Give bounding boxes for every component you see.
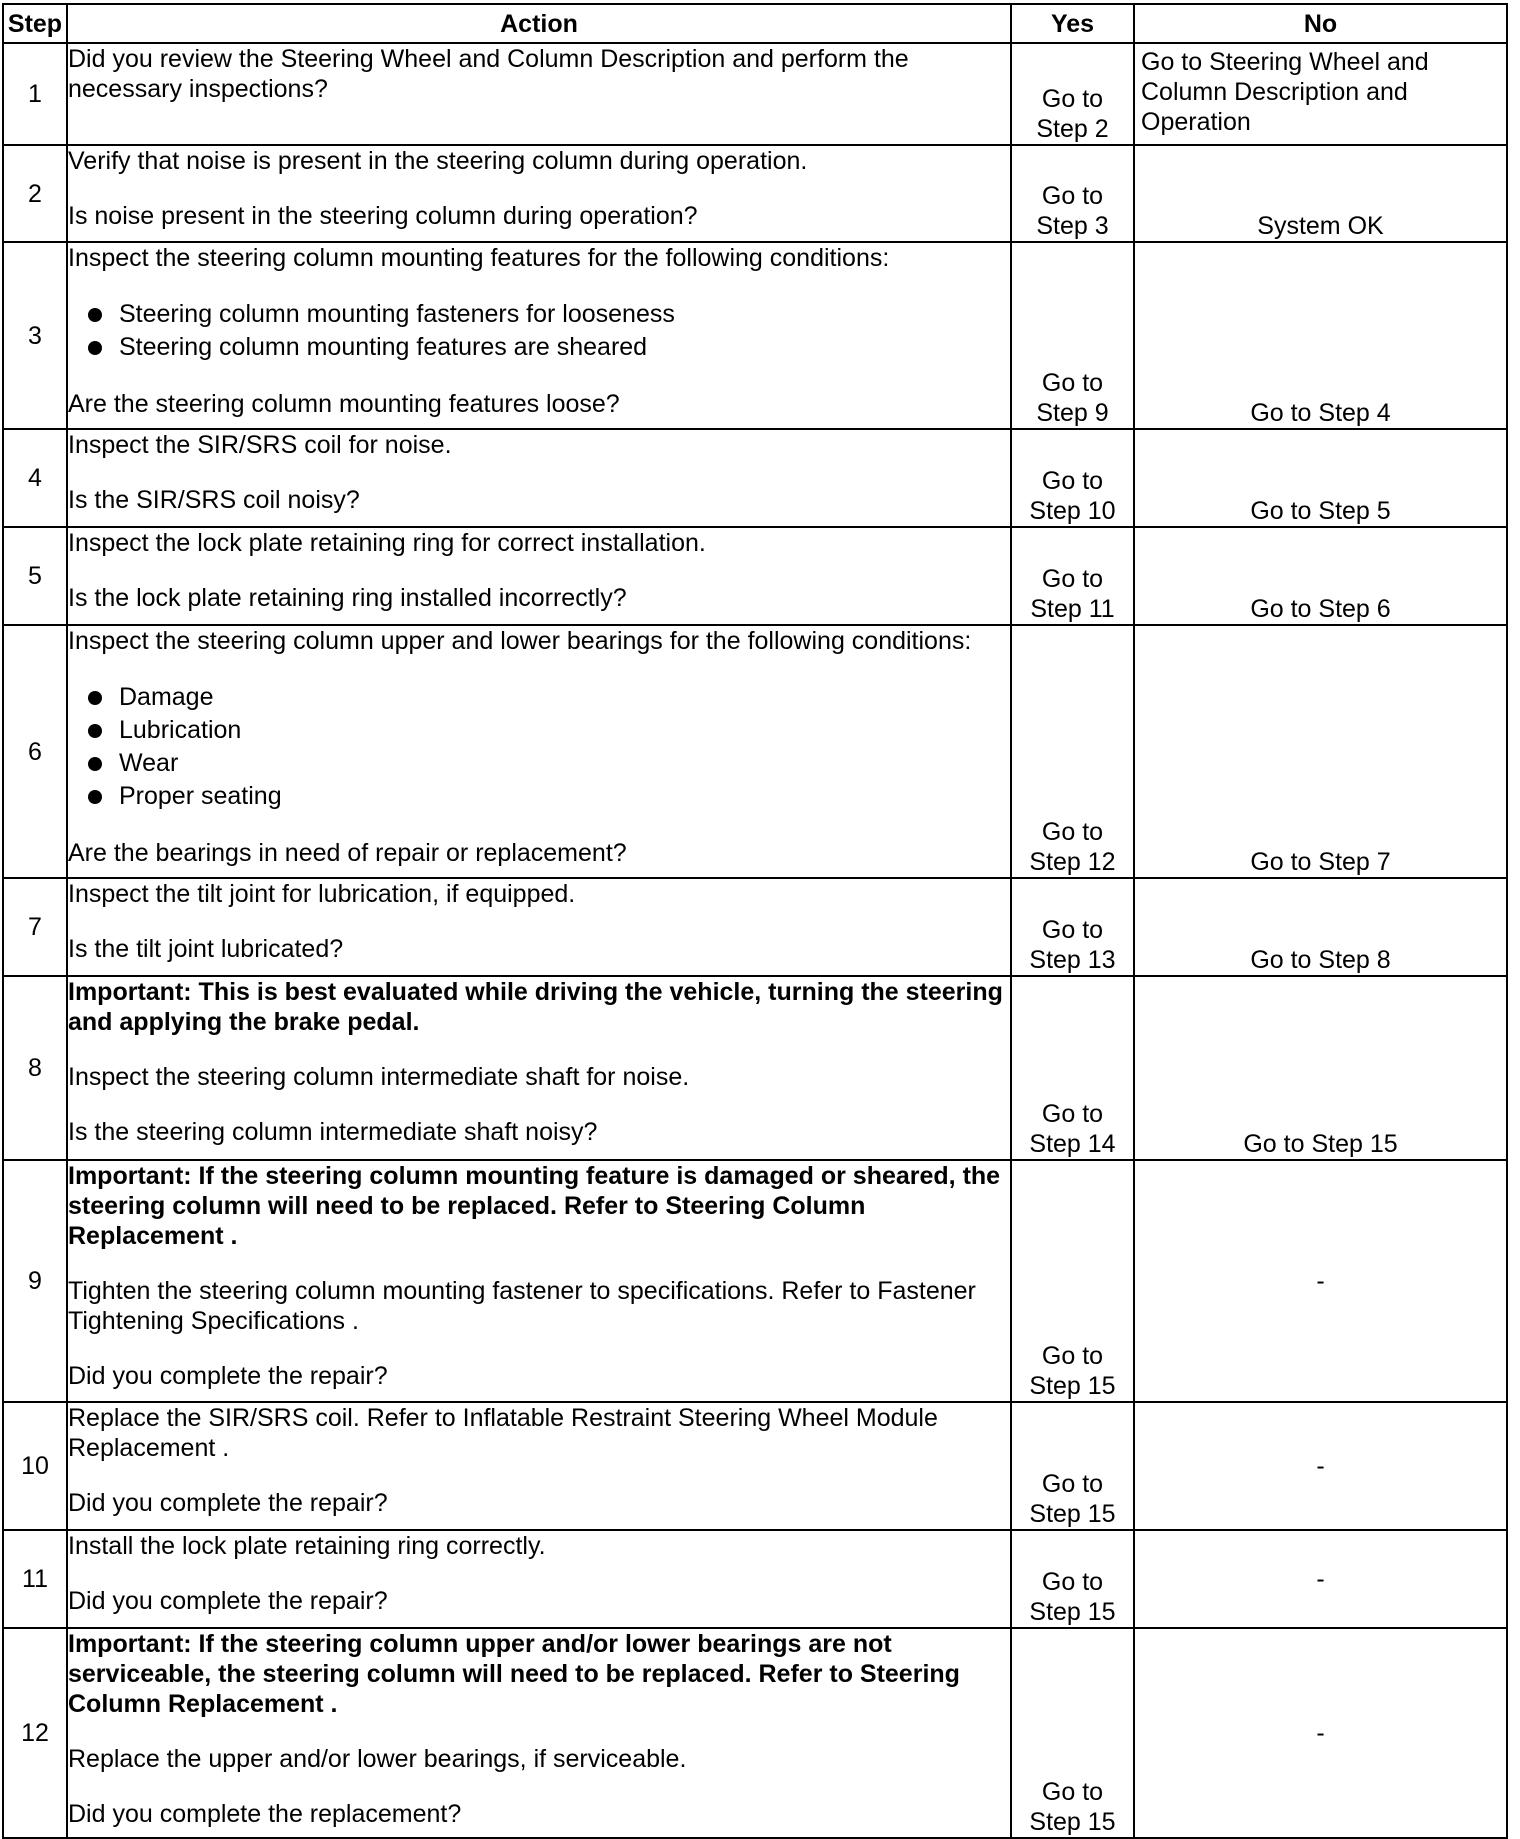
no-line: - (1316, 1565, 1325, 1593)
action-question: Is the SIR/SRS coil noisy? (68, 486, 360, 514)
no-cell (1134, 145, 1507, 242)
yes-line: Go to (1041, 1568, 1104, 1596)
step-number: 8 (3, 976, 67, 1160)
yes-line: Go to (1041, 467, 1104, 495)
bullet-icon (88, 341, 102, 355)
yes-line: Step 15 (1029, 1372, 1116, 1400)
no-line: - (1316, 1267, 1325, 1295)
list-item (68, 331, 1010, 364)
step-number: 9 (3, 1160, 67, 1402)
no-line: - (1316, 1452, 1325, 1480)
no-cell (1134, 242, 1507, 429)
action-text: Replace the upper and/or lower bearings, if serviceable. (68, 1745, 687, 1773)
action-cell (67, 1530, 1011, 1628)
table-row (3, 1530, 1507, 1628)
no-line: System OK (1257, 212, 1384, 240)
action-text: Replace the SIR/SRS coil. Refer to Inflatable Restraint Steering Wheel Module Replacement . (68, 1404, 938, 1462)
no-cell (1134, 1402, 1507, 1530)
table-row (3, 429, 1507, 527)
action-cell (67, 242, 1011, 429)
action-question: Did you complete the repair? (68, 1587, 388, 1615)
table-row (3, 145, 1507, 242)
list-item (68, 747, 1010, 780)
yes-line: Step 12 (1029, 848, 1116, 876)
condition-list (68, 298, 1010, 364)
bullet-icon (88, 724, 102, 738)
yes-line: Go to (1041, 1342, 1104, 1370)
yes-cell (1011, 1402, 1134, 1530)
table-row (3, 527, 1507, 625)
yes-line: Step 9 (1036, 399, 1109, 427)
table-row (3, 625, 1507, 878)
action-cell (67, 625, 1011, 878)
action-text: Verify that noise is present in the steering column during operation. (68, 147, 808, 175)
yes-cell (1011, 145, 1134, 242)
action-cell (67, 878, 1011, 976)
bullet-icon (88, 757, 102, 771)
action-cell (67, 43, 1011, 145)
list-item-text: Steering column mounting features are sheared (119, 333, 648, 361)
list-item (68, 681, 1010, 714)
step-number: 12 (3, 1628, 67, 1838)
yes-cell (1011, 242, 1134, 429)
yes-cell (1011, 976, 1134, 1160)
step-number: 5 (3, 527, 67, 625)
action-question: Is the steering column intermediate shaft noisy? (68, 1118, 598, 1146)
table-row (3, 878, 1507, 976)
table-row (3, 1160, 1507, 1402)
action-question: Did you complete the repair? (68, 1362, 388, 1390)
yes-line: Step 11 (1030, 595, 1115, 623)
yes-cell (1011, 878, 1134, 976)
no-cell (1134, 1628, 1507, 1838)
step-number: 1 (3, 43, 67, 145)
step-number: 10 (3, 1402, 67, 1530)
yes-line: Step 13 (1029, 946, 1116, 974)
no-line: Go to Step 5 (1250, 497, 1391, 525)
yes-line: Go to (1041, 818, 1104, 846)
diagnostic-table (2, 3, 1508, 1839)
no-cell (1134, 625, 1507, 878)
action-question: Is noise present in the steering column during operation? (68, 202, 698, 230)
yes-cell (1011, 1530, 1134, 1628)
list-item-text: Wear (119, 749, 179, 777)
bullet-icon (88, 790, 102, 804)
header-yes: Yes (1011, 4, 1134, 43)
yes-line: Step 2 (1036, 115, 1109, 143)
yes-line: Go to (1041, 182, 1104, 210)
header-action: Action (67, 4, 1011, 43)
step-number: 7 (3, 878, 67, 976)
yes-line: Step 15 (1029, 1500, 1116, 1528)
no-line: Go to Step 7 (1250, 848, 1391, 876)
no-cell (1134, 1160, 1507, 1402)
action-text: Inspect the lock plate retaining ring for correct installation. (68, 529, 706, 557)
header-no: No (1134, 4, 1507, 43)
yes-line: Go to (1041, 1470, 1104, 1498)
yes-cell (1011, 43, 1134, 145)
no-cell (1134, 429, 1507, 527)
no-line: Go to Step 4 (1250, 399, 1391, 427)
table-row (3, 43, 1507, 145)
step-number: 11 (3, 1530, 67, 1628)
important-note: Important: This is best evaluated while driving the vehicle, turning the steering and applying the brake pedal. (68, 978, 1003, 1036)
list-item-text: Damage (119, 683, 214, 711)
list-item (68, 714, 1010, 747)
list-item-text: Proper seating (119, 782, 282, 810)
yes-line: Go to (1041, 1778, 1104, 1806)
no-cell (1134, 878, 1507, 976)
yes-line: Go to (1041, 916, 1104, 944)
condition-list (68, 681, 1010, 813)
no-cell (1134, 527, 1507, 625)
yes-line: Go to (1041, 565, 1104, 593)
important-note: Important: If the steering column upper and/or lower bearings are not serviceable, the steering column will need to be replaced. Refer to Steering Column Replacement . (68, 1630, 960, 1718)
action-text: Inspect the tilt joint for lubrication, if equipped. (68, 880, 576, 908)
bullet-icon (88, 308, 102, 322)
action-cell (67, 429, 1011, 527)
action-question: Is the tilt joint lubricated? (68, 935, 344, 963)
no-line: Go to Steering Wheel and (1141, 48, 1429, 76)
yes-line: Step 3 (1036, 212, 1109, 240)
action-text: Inspect the steering column intermediate shaft for noise. (68, 1063, 690, 1091)
no-cell (1134, 976, 1507, 1160)
important-note: Important: If the steering column mounting feature is damaged or sheared, the steering column will need to be replaced. Refer to Steering Column Replacement . (68, 1162, 1001, 1250)
yes-line: Step 14 (1029, 1130, 1116, 1158)
action-question: Did you complete the repair? (68, 1489, 388, 1517)
table-row (3, 976, 1507, 1160)
step-number: 2 (3, 145, 67, 242)
action-question: Is the lock plate retaining ring installed incorrectly? (68, 584, 627, 612)
step-number: 4 (3, 429, 67, 527)
header-step: Step (3, 4, 67, 43)
action-text: Inspect the steering column mounting features for the following conditions: (68, 244, 890, 272)
table-row (3, 1628, 1507, 1838)
yes-cell (1011, 1628, 1134, 1838)
header-row (3, 4, 1507, 43)
no-cell (1134, 43, 1507, 145)
yes-line: Go to (1041, 1100, 1104, 1128)
yes-line: Step 15 (1029, 1808, 1116, 1836)
list-item-text: Lubrication (119, 716, 242, 744)
action-cell (67, 976, 1011, 1160)
action-text: Did you review the Steering Wheel and Column Description and perform the necessary inspections? (68, 45, 909, 103)
step-number: 3 (3, 242, 67, 429)
step-number: 6 (3, 625, 67, 878)
yes-line: Go to (1041, 369, 1104, 397)
list-item (68, 298, 1010, 331)
yes-line: Step 10 (1029, 497, 1116, 525)
action-text: Install the lock plate retaining ring correctly. (68, 1532, 546, 1560)
action-text: Tighten the steering column mounting fastener to specifications. Refer to Fastener Tightening Specifications . (68, 1277, 976, 1335)
no-cell (1134, 1530, 1507, 1628)
list-item (68, 780, 1010, 813)
yes-line: Go to (1041, 85, 1104, 113)
bullet-icon (88, 691, 102, 705)
action-cell (67, 527, 1011, 625)
no-line: Operation (1141, 108, 1251, 136)
action-question: Did you complete the replacement? (68, 1800, 462, 1828)
action-question: Are the steering column mounting features loose? (68, 390, 620, 418)
no-line: Go to Step 6 (1250, 595, 1391, 623)
action-cell (67, 1160, 1011, 1402)
table-row (3, 1402, 1507, 1530)
yes-cell (1011, 1160, 1134, 1402)
action-text: Inspect the steering column upper and lower bearings for the following conditions: (68, 627, 972, 655)
no-line: Go to Step 8 (1250, 946, 1391, 974)
action-cell (67, 1628, 1011, 1838)
action-cell (67, 145, 1011, 242)
action-text: Inspect the SIR/SRS coil for noise. (68, 431, 452, 459)
yes-line: Step 15 (1029, 1598, 1116, 1626)
no-line: Column Description and (1141, 78, 1408, 106)
yes-cell (1011, 527, 1134, 625)
action-question: Are the bearings in need of repair or replacement? (68, 839, 627, 867)
no-line: - (1316, 1719, 1325, 1747)
list-item-text: Steering column mounting fasteners for looseness (119, 300, 675, 328)
action-cell (67, 1402, 1011, 1530)
yes-cell (1011, 429, 1134, 527)
table-row (3, 242, 1507, 429)
no-line: Go to Step 15 (1243, 1130, 1398, 1158)
yes-cell (1011, 625, 1134, 878)
